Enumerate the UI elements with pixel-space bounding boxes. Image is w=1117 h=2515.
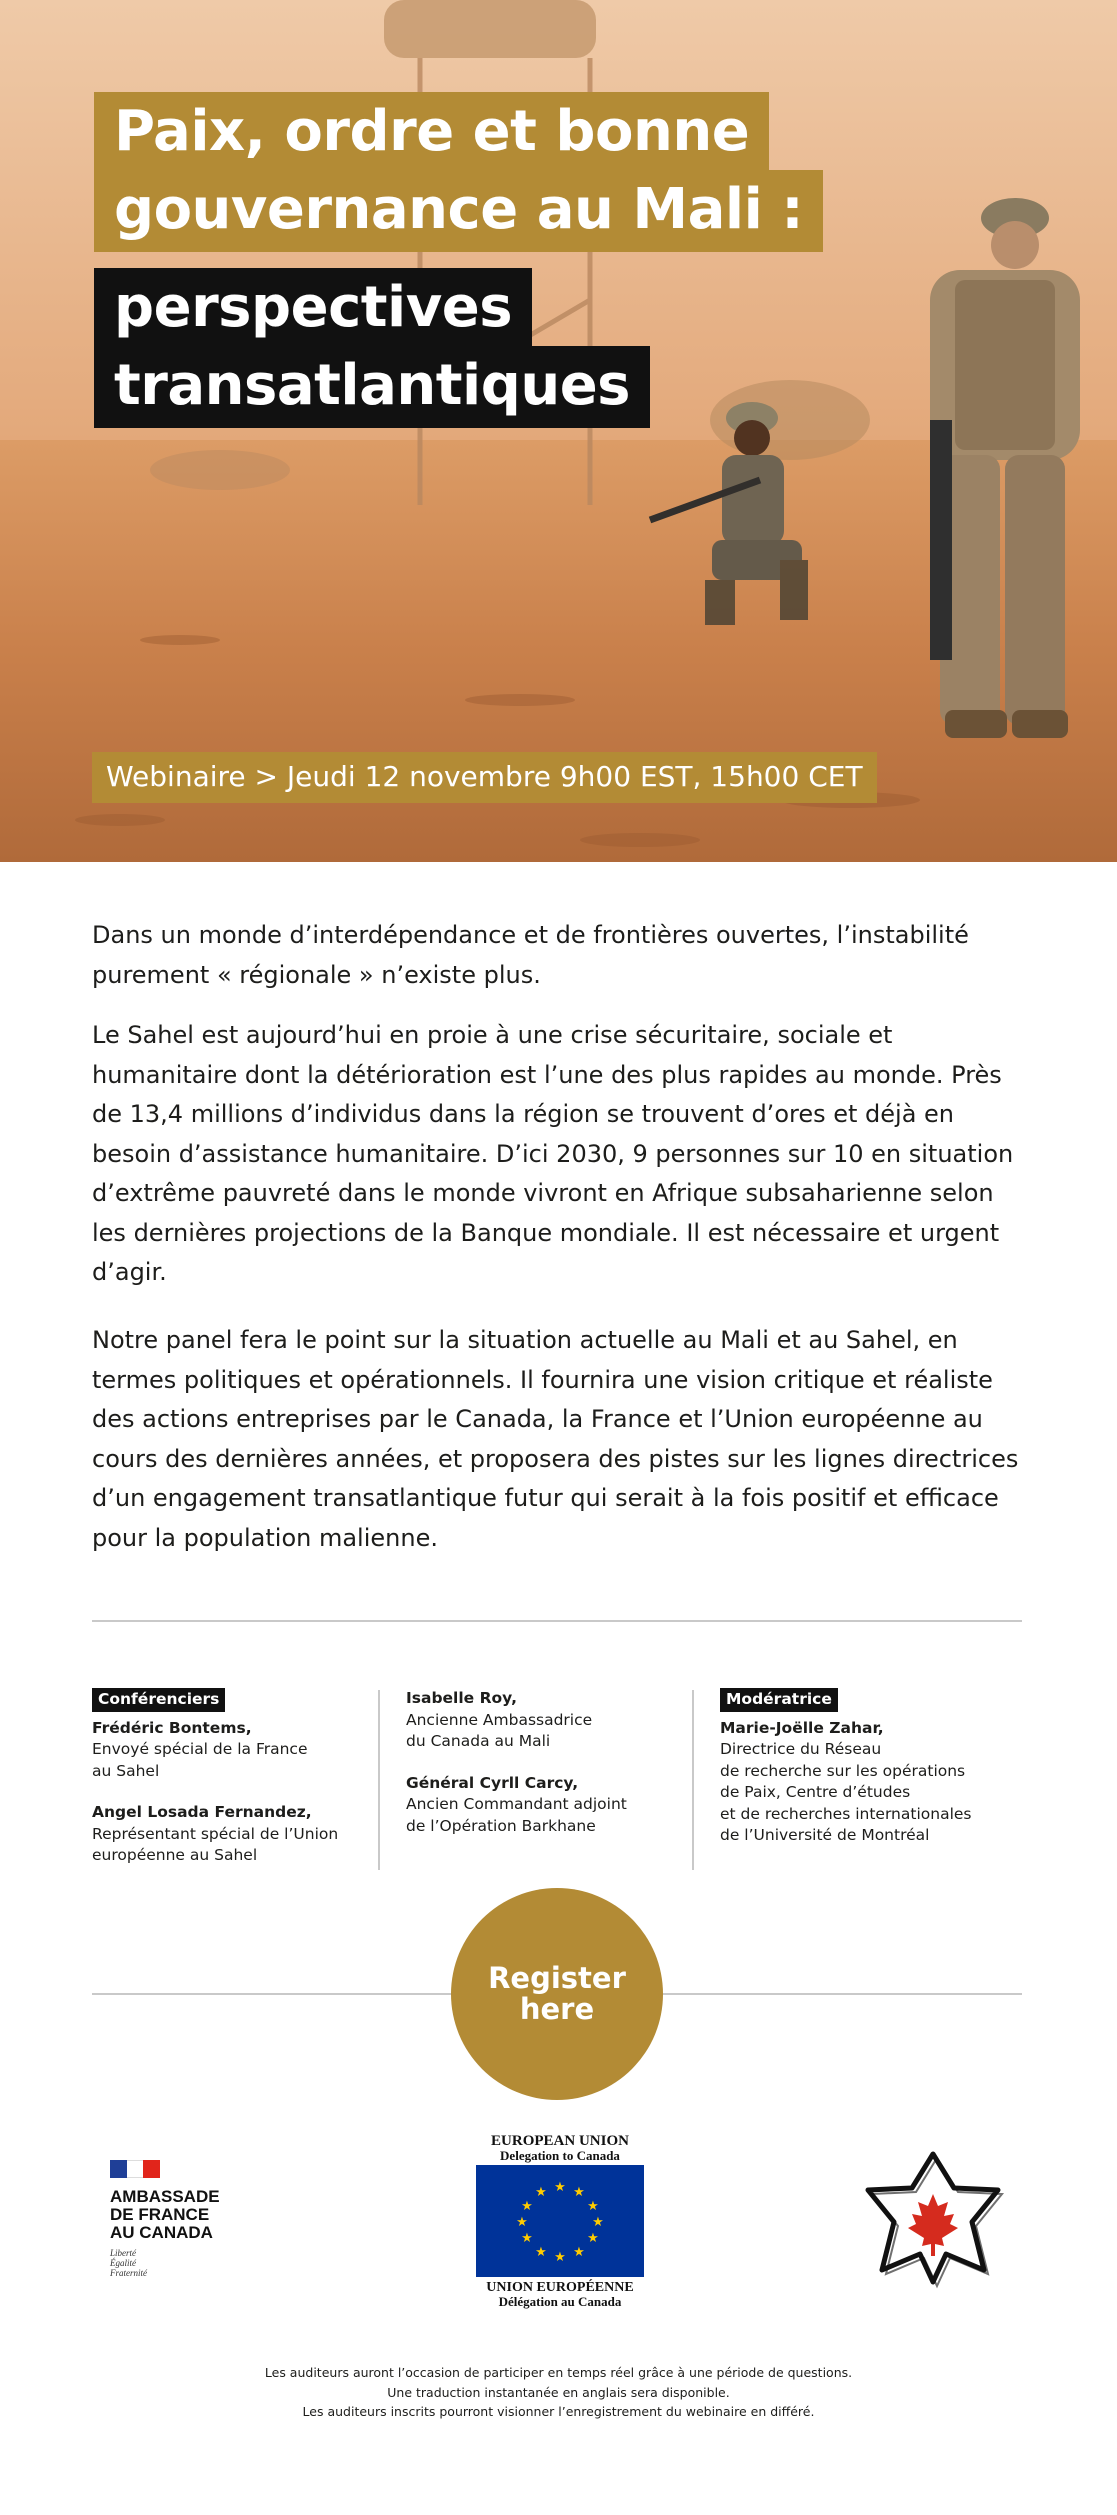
french-flag-icon bbox=[110, 2160, 160, 2178]
speaker-role: Ancien Commandant adjoint bbox=[406, 1795, 627, 1813]
speaker-name: Isabelle Roy, bbox=[406, 1689, 517, 1707]
eu-subtitle: Delegation to Canada bbox=[500, 2148, 620, 2163]
moderator-role: de recherche sur les opérations bbox=[720, 1761, 966, 1780]
speaker-role: au Sahel bbox=[92, 1761, 160, 1780]
register-label-line-2: here bbox=[519, 1992, 595, 2026]
speaker-name: Frédéric Bontems, bbox=[92, 1718, 252, 1737]
moderator-column bbox=[720, 1688, 1020, 1847]
ue-title: UNION EUROPÉENNE bbox=[486, 2280, 634, 2295]
svg-text:★: ★ bbox=[521, 2231, 533, 2246]
title-line-2: gouvernance au Mali : bbox=[94, 170, 823, 252]
ue-subtitle: Délégation au Canada bbox=[498, 2294, 622, 2309]
svg-text:★: ★ bbox=[554, 2250, 566, 2265]
register-button[interactable] bbox=[451, 1888, 663, 2100]
svg-text:★: ★ bbox=[573, 2245, 585, 2260]
svg-text:★: ★ bbox=[587, 2199, 599, 2214]
moderator-name: Marie-Joëlle Zahar, bbox=[720, 1718, 884, 1737]
ambassade-name-line: AMBASSADE bbox=[110, 2187, 220, 2206]
section-divider bbox=[92, 1620, 1022, 1622]
title-line-3: perspectives bbox=[94, 268, 532, 350]
svg-text:★: ★ bbox=[521, 2199, 533, 2214]
moderator-role: Directrice du Réseau bbox=[720, 1740, 882, 1758]
register-label-line-1: Register bbox=[488, 1961, 626, 1995]
svg-text:★: ★ bbox=[587, 2231, 599, 2246]
hero-banner bbox=[0, 0, 1117, 862]
title-line-4: transatlantiques bbox=[94, 346, 650, 428]
svg-text:★: ★ bbox=[554, 2180, 566, 2195]
speaker-role: Envoyé spécial de la France bbox=[92, 1740, 308, 1758]
footer-notes bbox=[0, 2363, 1117, 2422]
eu-delegation-logo bbox=[475, 2134, 645, 2309]
svg-text:★: ★ bbox=[592, 2215, 604, 2230]
footer-line: Les auditeurs auront l’occasion de participer en temps réel grâce à une période de questions. bbox=[264, 2365, 853, 2380]
webinar-date-banner: Webinaire > Jeudi 12 novembre 9h00 EST, 15h00 CET bbox=[92, 752, 877, 803]
motto-line: Fraternité bbox=[110, 2268, 147, 2278]
eu-title: EUROPEAN UNION bbox=[491, 2133, 629, 2149]
footer-line: Les auditeurs inscrits pourront visionner l’enregistrement du webinaire en différé. bbox=[302, 2404, 815, 2419]
motto-line: Égalité bbox=[110, 2258, 136, 2268]
ambassade-name-line: DE FRANCE bbox=[110, 2205, 210, 2224]
context-paragraph: Le Sahel est aujourd’hui en proie à une crise sécuritaire, sociale et humanitaire dont la détérioration est l’une des plus rapides au monde. Près de 13,4 millions d’individus dans la région se trouvent d’ores et déjà en besoin d’assistance humanitaire. D’ici 2030, 9 personnes sur 10 en situation d’extrême pauvreté dans le monde vivront en Afrique subsaharienne selon les dernières projections de la Banque mondiale. Il est nécessaire et urgent d’agir. bbox=[92, 1021, 1014, 1286]
column-separator bbox=[692, 1690, 694, 1870]
intro-paragraph: Dans un monde d’interdépendance et de frontières ouvertes, l’instabilité purement « régionale » n’existe plus. bbox=[92, 921, 969, 989]
speakers-column-2 bbox=[406, 1688, 686, 1837]
moderator-role: de l’Université de Montréal bbox=[720, 1826, 930, 1844]
moderatrice-tag: Modératrice bbox=[720, 1688, 838, 1712]
speaker-name: Angel Losada Fernandez, bbox=[92, 1803, 312, 1821]
column-separator bbox=[378, 1690, 380, 1870]
motto-line: Liberté bbox=[110, 2248, 136, 2258]
speaker-role: européenne au Sahel bbox=[92, 1846, 258, 1864]
footer-line: Une traduction instantanée en anglais sera disponible. bbox=[387, 2384, 730, 2400]
svg-text:★: ★ bbox=[535, 2185, 547, 2200]
speaker-role: du Canada au Mali bbox=[406, 1732, 551, 1750]
speaker-name: Général Cyrll Carcy, bbox=[406, 1773, 579, 1792]
speakers-column-1 bbox=[92, 1688, 382, 1867]
moderator-role: et de recherches internationales bbox=[720, 1804, 972, 1823]
conferenciers-tag: Conférenciers bbox=[92, 1688, 225, 1712]
speaker-role: Ancienne Ambassadrice bbox=[406, 1710, 593, 1729]
speaker-role: de l’Opération Barkhane bbox=[406, 1816, 596, 1835]
svg-text:★: ★ bbox=[573, 2185, 585, 2200]
ambassade-name-line: AU CANADA bbox=[110, 2223, 213, 2242]
ambassade-france-logo bbox=[110, 2160, 220, 2278]
speaker-role: Représentant spécial de l’Union bbox=[92, 1824, 339, 1843]
svg-text:★: ★ bbox=[535, 2245, 547, 2260]
maple-leaf-star-icon bbox=[858, 2150, 1008, 2295]
panel-paragraph: Notre panel fera le point sur la situation actuelle au Mali et au Sahel, en termes politiques et opérationnels. Il fournira une vision critique et réaliste des actions entreprises par le Canada, la France et l’Union européenne au cours des dernières années, et proposera des pistes sur les lignes directrices d’un engagement transatlantique futur qui serait à la fois positif et efficace pour la population malienne. bbox=[92, 1326, 1019, 1552]
title-line-1: Paix, ordre et bonne bbox=[94, 92, 769, 174]
eu-flag-icon bbox=[476, 2165, 644, 2277]
moderator-role: de Paix, Centre d’études bbox=[720, 1783, 911, 1801]
svg-text:★: ★ bbox=[516, 2215, 528, 2230]
